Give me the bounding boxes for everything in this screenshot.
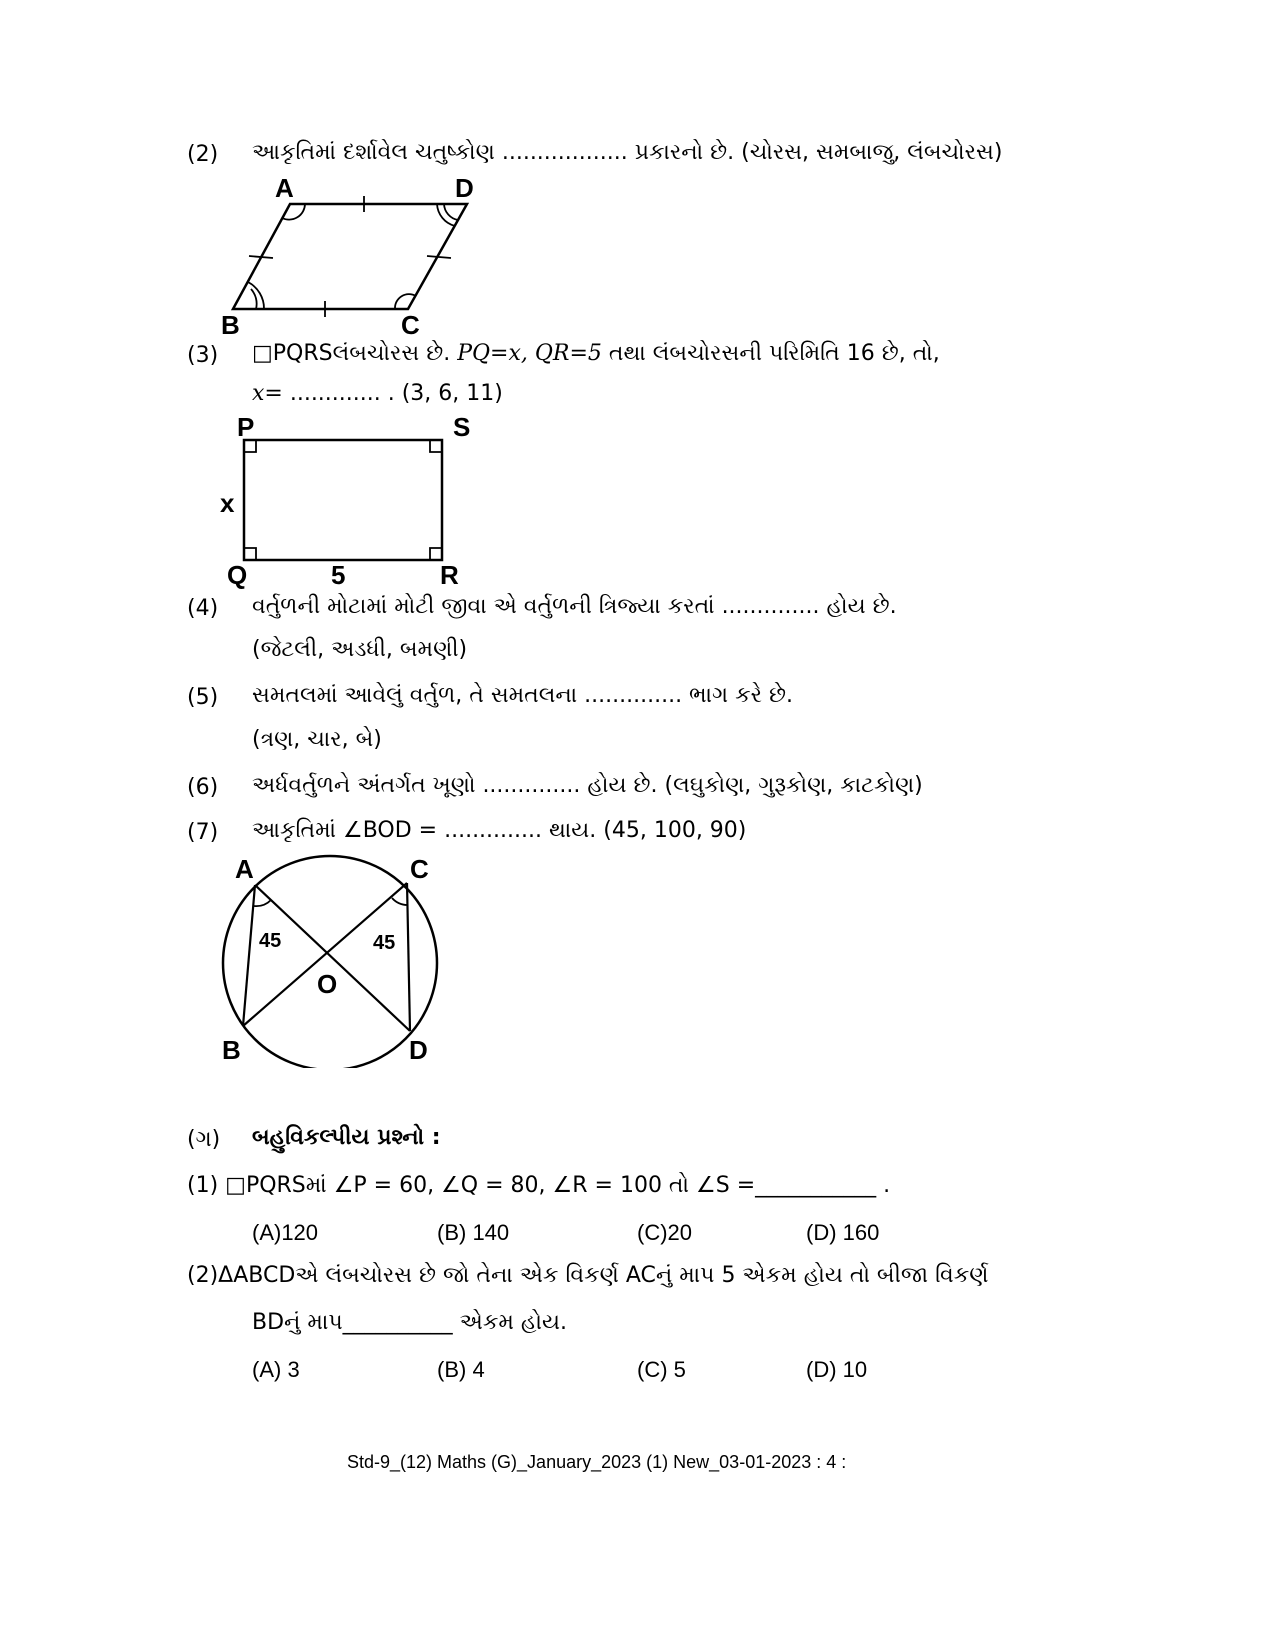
- q3-text-c: તથા લંબચોરસની પરિમિતિ 16 છે, તો,: [608, 341, 940, 366]
- q3-var: x=: [252, 381, 283, 406]
- q5-number: (5): [187, 685, 219, 710]
- q2-text: આકૃતિમાં દર્શાવેલ ચતુષ્કોણ .................. પ્રકારનો છે. (ચોરસ, સમબાજુ, લંબચોરસ): [252, 140, 1003, 165]
- chord-ad: [255, 885, 410, 1031]
- q4-text: વર્તુળની મોટામાં મોટી જીવા એ વર્તુળની ત્રિજ્યા કરતાં .............. હોય છે.: [252, 594, 897, 619]
- page-footer: Std-9_(12) Maths (G)_January_2023 (1) New_03-01-2023 : 4 :: [347, 1452, 847, 1472]
- label-p: P: [237, 412, 255, 442]
- mcq2-option-d: (D) 10: [806, 1357, 868, 1382]
- label-b: B: [221, 310, 240, 340]
- mcq1-text: (1) □PQRSમાં ∠P = 60, ∠Q = 80, ∠R = 100 તો ∠S =___________ .: [187, 1173, 891, 1198]
- label-o: O: [317, 969, 338, 999]
- label-angle-45-a: 45: [259, 930, 282, 952]
- arc-angle-a: [254, 900, 271, 906]
- q6-text: અર્ધવર્તુળને અંતર્ગત ખૂણો .............. હોય છે. (લઘુકોણ, ગુરૂકોણ, કાટકોણ): [252, 773, 923, 798]
- q5-options: (ત્રણ, ચાર, બે): [252, 727, 382, 752]
- q7-number: (7): [187, 820, 219, 845]
- label-c: C: [410, 854, 429, 884]
- label-q: Q: [227, 560, 248, 590]
- q3-answer-line: [252, 381, 503, 406]
- label-a: A: [275, 173, 294, 203]
- parallelogram-figure: [215, 172, 495, 342]
- mcq1-option-c: (C)20: [637, 1220, 693, 1245]
- section-number: (ગ): [187, 1127, 221, 1152]
- mcq2-line2: BDનું માપ__________ એકમ હોય.: [252, 1310, 568, 1335]
- label-d: D: [409, 1035, 428, 1065]
- q4-number: (4): [187, 596, 219, 621]
- arc-d-outer: [437, 204, 455, 226]
- right-angle-s: [430, 440, 442, 452]
- q3-options: ............. . (3, 6, 11): [282, 381, 503, 406]
- chord-ab: [243, 885, 255, 1026]
- q7-text: આકૃતિમાં ∠BOD = .............. થાય. (45, 100, 90): [252, 818, 747, 843]
- label-five: 5: [331, 560, 346, 590]
- label-angle-45-c: 45: [373, 932, 396, 954]
- right-angle-r: [430, 548, 442, 560]
- q3-text: [252, 341, 940, 366]
- label-b: B: [222, 1035, 241, 1065]
- arc-b-inner: [251, 289, 257, 309]
- arc-angle-c: [392, 898, 408, 905]
- mcq2-option-b: (B) 4: [437, 1357, 485, 1382]
- mcq1-option-d: (D) 160: [806, 1220, 880, 1245]
- tick-ab: [249, 256, 273, 258]
- mcq1-option-a: (A)120: [252, 1220, 319, 1245]
- q3-text-b: PQ=x, QR=5: [457, 341, 602, 366]
- label-x: x: [220, 488, 235, 518]
- rectangle-pqrs: [244, 440, 442, 560]
- label-r: R: [440, 560, 459, 590]
- q3-text-a: □PQRSલંબચોરસ છે.: [252, 341, 451, 366]
- mcq2-option-c: (C) 5: [637, 1357, 686, 1382]
- label-a: A: [235, 854, 254, 884]
- q2-number: (2): [187, 142, 219, 167]
- mcq2-option-a: (A) 3: [252, 1357, 300, 1382]
- right-angle-q: [244, 548, 256, 560]
- mcq1-option-b: (B) 140: [437, 1220, 510, 1245]
- circle-figure: [205, 848, 465, 1068]
- arc-d-inner: [444, 204, 458, 220]
- label-s: S: [453, 412, 471, 442]
- label-d: D: [455, 173, 474, 203]
- q5-text: સમતલમાં આવેલું વર્તુળ, તે સમતલના .............. ભાગ કરે છે.: [252, 683, 794, 708]
- q4-options: (જેટલી, અડધી, બમણી): [252, 637, 468, 662]
- mcq2-line1: (2)ΔABCDએ લંબચોરસ છે જો તેના એક વિકર્ણ ACનું માપ 5 એકમ હોય તો બીજા વિકર્ણ: [187, 1263, 989, 1288]
- rectangle-figure: [215, 410, 485, 590]
- section-title: બહુવિકલ્પીય પ્રશ્નો :: [252, 1125, 441, 1150]
- tick-dc: [427, 256, 451, 258]
- q3-number: (3): [187, 343, 219, 368]
- label-c: C: [401, 310, 420, 340]
- q6-number: (6): [187, 775, 219, 800]
